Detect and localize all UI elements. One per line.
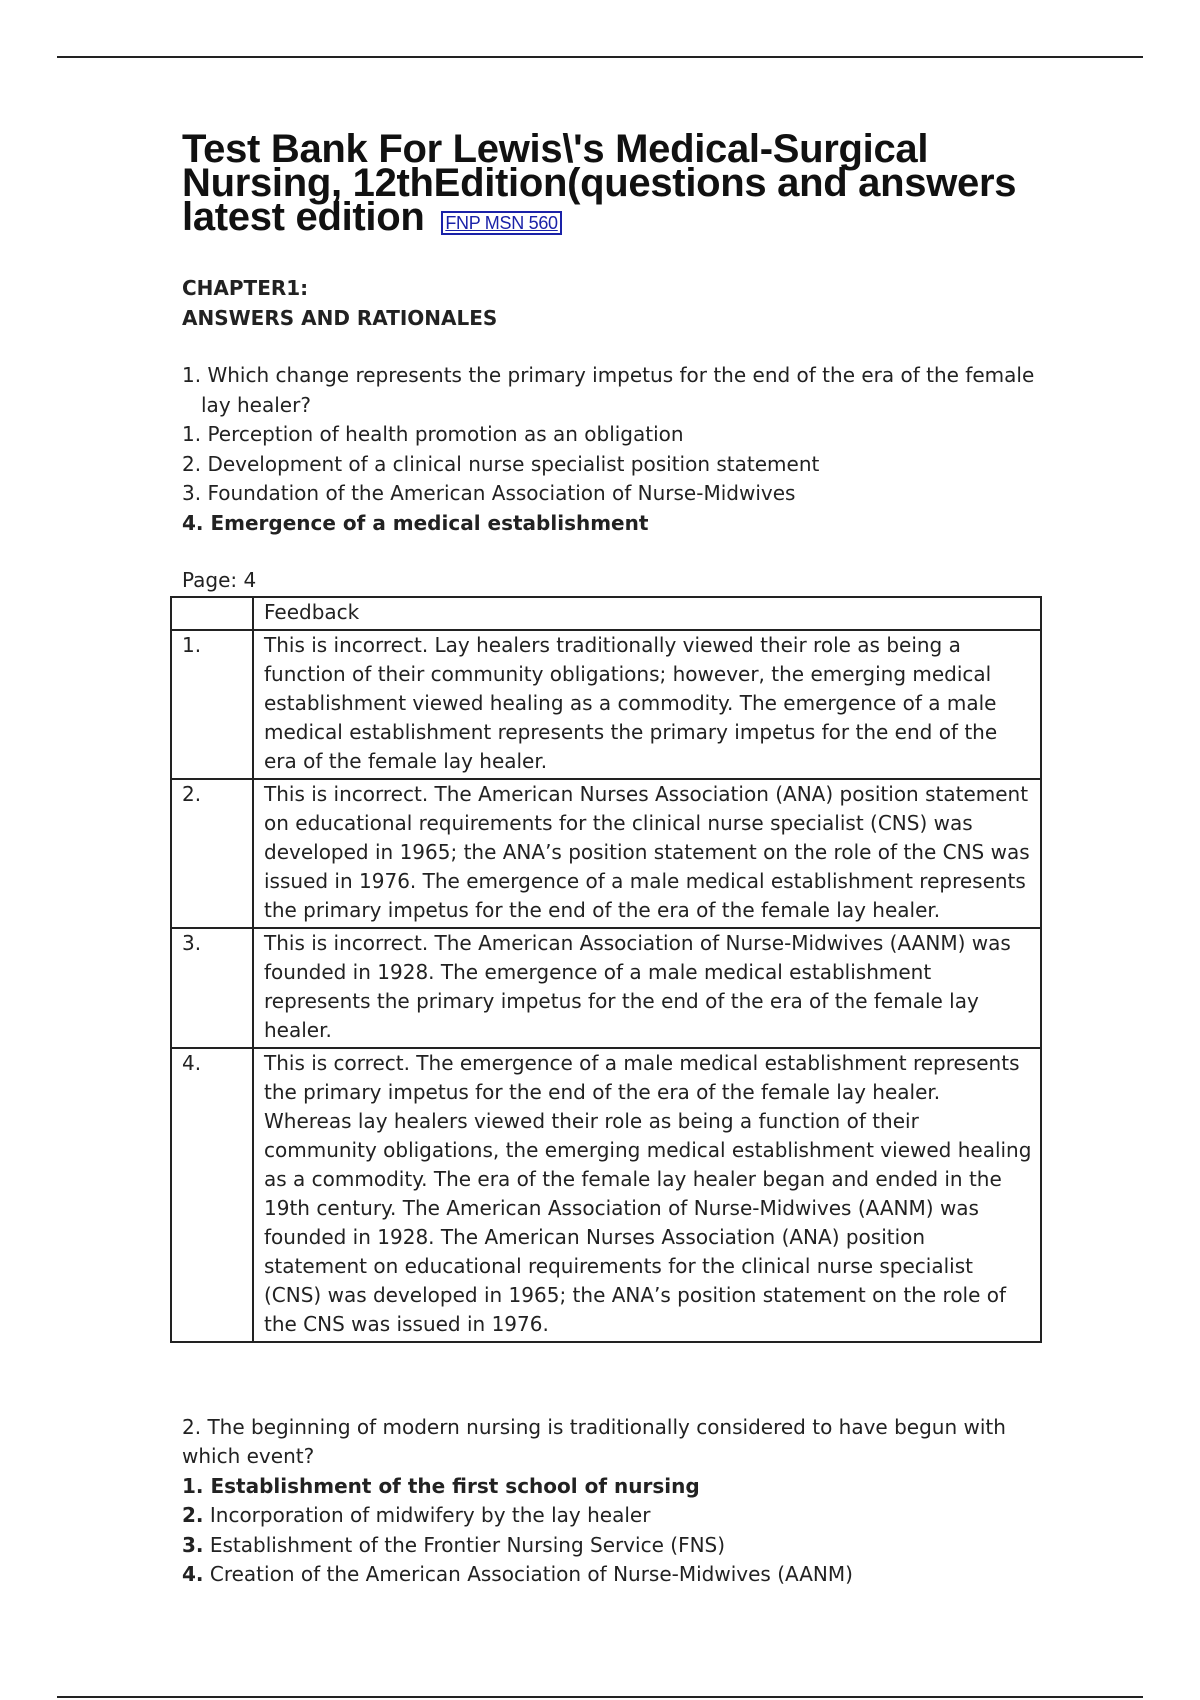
feedback-row-text: This is incorrect. The American Association of Nurse-Midwives (AANM) was founded in 1928. The emergence of a male medical establishment represents the primary impetus for the end of the era of the female lay healer. [253,928,1041,1048]
question-1-text: 1. Which change represents the primary impetus for the end of the era of the female lay healer? [182,363,1035,417]
option-text: Incorporation of midwifery by the lay healer [209,1503,651,1527]
question-1 [182,361,1062,538]
option-number: 3. [182,1532,204,1557]
chapter-heading-block [182,274,1062,333]
option-number: 4. [182,1562,204,1586]
feedback-row-text: This is correct. The emergence of a male medical establishment represents the primary impetus for the end of the era of the female lay healer. Whereas lay healers viewed their role as being a function of their community obligations, the emerging medical establishment viewed healing as a commodity. The era of the female lay healer began and ended in the 19th century. The American Association of Nurse-Midwives (AANM) was founded in 1928. The American Nurses Association (ANA) position statement on educational requirements for the clinical nurse specialist (CNS) was developed in 1965; the ANA’s position statement on the role of the CNS was issued in 1976. [253,1048,1041,1342]
option-text: Creation of the American Association of Nurse-Midwives (AANM) [209,1562,853,1586]
title-text: Test Bank For Lewis\'s Medical-Surgical Nursing, 12thEdition(questions and answers latest edition [182,127,1017,239]
question-2-option-3 [182,1531,1062,1561]
feedback-row-num: 1. [171,630,253,779]
feedback-header-num [171,597,253,630]
option-number: 1. [182,1473,204,1498]
question-2-text: 2. The beginning of modern nursing is traditionally considered to have begun with which event? [182,1414,1006,1468]
question-1-option-1: 1. Perception of health promotion as an obligation [182,422,684,446]
feedback-header-row [171,597,1041,630]
feedback-header-label: Feedback [253,597,1041,630]
question-1-option-4-correct: 4. Emergence of a medical establishment [182,510,649,535]
question-1-option-3: 3. Foundation of the American Association of Nurse-Midwives [182,481,796,505]
feedback-row [171,779,1041,928]
document-title [182,127,1062,239]
feedback-row-num: 2. [171,779,253,928]
question-1-option-2: 2. Development of a clinical nurse specialist position statement [182,451,820,476]
feedback-row [171,630,1041,779]
question-2-option-1-correct [182,1472,1062,1502]
option-text: Establishment of the first school of nursing [210,1473,700,1498]
document-page [182,127,1062,1590]
feedback-row-text: This is incorrect. The American Nurses Association (ANA) position statement on educational requirements for the clinical nurse specialist (CNS) was developed in 1965; the ANA’s position statement on the role of the CNS was issued in 1976. The emergence of a male medical establishment represents the primary impetus for the end of the era of the female lay healer. [253,779,1041,928]
question-2-option-4 [182,1560,1062,1590]
feedback-row-text: This is incorrect. Lay healers traditionally viewed their role as being a function of their community obligations; however, the emerging medical establishment viewed healing as a commodity. The emergence of a male medical establishment represents the primary impetus for the end of the era of the female lay healer. [253,630,1041,779]
page-reference: Page: 4 [182,568,257,592]
feedback-row [171,928,1041,1048]
chapter-subheading: ANSWERS AND RATIONALES [182,305,498,330]
option-text: Establishment of the Frontier Nursing Service (FNS) [209,1532,726,1557]
bottom-rule [57,1696,1143,1698]
question-2-option-2 [182,1501,1062,1531]
option-number: 2. [182,1503,204,1527]
question-2 [182,1413,1062,1590]
feedback-table [170,596,1042,1343]
feedback-row-num: 4. [171,1048,253,1342]
feedback-row [171,1048,1041,1342]
chapter-heading: CHAPTER1: [182,276,309,300]
feedback-row-num: 3. [171,928,253,1048]
course-badge-link[interactable]: FNP MSN 560 [441,211,561,235]
top-rule [57,56,1143,58]
